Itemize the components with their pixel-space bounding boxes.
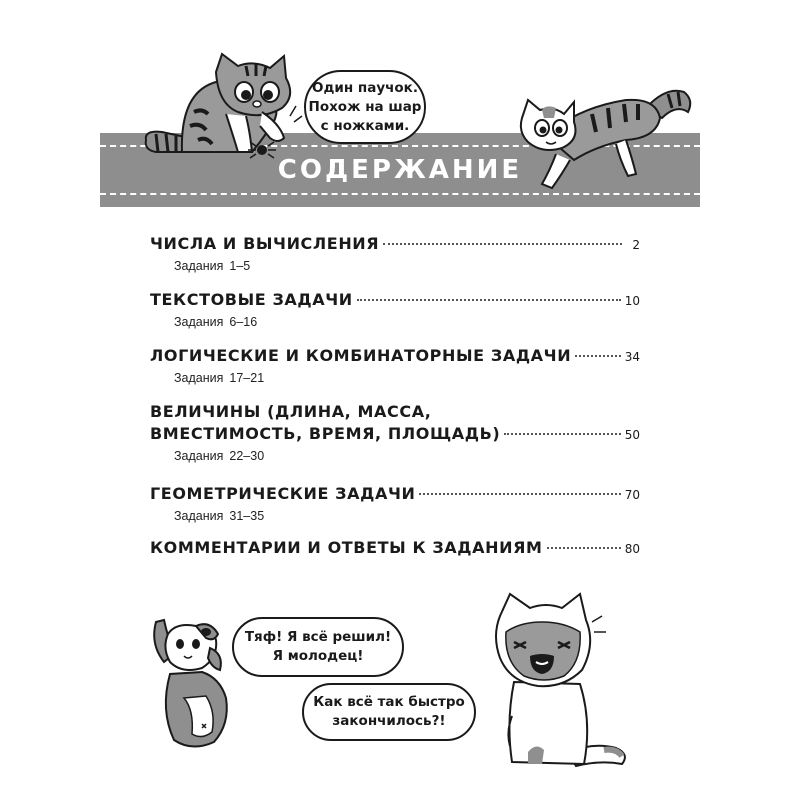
toc-entry-title: ГЕОМЕТРИЧЕСКИЕ ЗАДАЧИ (150, 484, 416, 503)
dot-leader (357, 299, 621, 301)
toc-entry-tasks (174, 509, 640, 523)
dot-leader (419, 493, 620, 495)
tasks-label: Задания (174, 259, 224, 273)
dot-leader (575, 355, 621, 357)
bubble-cat-line-2: закончилось?! (332, 713, 446, 729)
toc-entry-tasks (174, 315, 640, 329)
tabby-cat-illustration (142, 52, 312, 164)
siamese-cat-illustration (484, 592, 634, 770)
toc-page-number: 50 (624, 428, 640, 442)
bubble-dog-line-1: Тяф! Я всё решил! (244, 629, 392, 645)
toc-entry[interactable] (150, 400, 640, 463)
tasks-range: 17–21 (229, 371, 265, 385)
bubble-dog-line-2: Я молодец! (272, 648, 364, 664)
dot-leader (547, 547, 621, 549)
bubble-top-line-2: Похож на шар (308, 98, 422, 115)
toc-page-number: 70 (624, 488, 640, 502)
tasks-label: Задания (174, 315, 224, 329)
toc-entry[interactable] (150, 290, 640, 329)
dot-leader (504, 433, 620, 435)
toc-entry-title-line-1: ВЕЛИЧИНЫ (ДЛИНА, МАССА, (150, 402, 432, 421)
toc-entry-tasks (174, 259, 640, 273)
tasks-label: Задания (174, 449, 224, 463)
toc-entry-tasks (174, 371, 640, 385)
tasks-range: 22–30 (229, 449, 265, 463)
toc-entry-title: ТЕКСТОВЫЕ ЗАДАЧИ (150, 290, 353, 309)
toc-page-number: 10 (624, 294, 640, 308)
bubble-top-line-1: Один паучок. (312, 79, 418, 96)
toc-page-number: 80 (624, 542, 640, 556)
toc-entry-title-line-2: ВМЕСТИМОСТЬ, ВРЕМЯ, ПЛОЩАДЬ) (150, 424, 501, 443)
leaping-cat-illustration (516, 78, 696, 194)
bubble-cat-line-1: Как всё так быстро (313, 694, 465, 710)
toc-entry[interactable] (150, 484, 640, 523)
toc-entry-title: КОММЕНТАРИИ И ОТВЕТЫ К ЗАДАНИЯМ (150, 538, 543, 557)
toc-entry[interactable] (150, 346, 640, 385)
tasks-range: 6–16 (229, 315, 258, 329)
toc-page-number: 2 (632, 238, 640, 252)
toc-entry[interactable] (150, 538, 640, 557)
tasks-range: 1–5 (229, 259, 251, 273)
toc-entry[interactable] (150, 234, 640, 273)
toc-entry-title: ЛОГИЧЕСКИЕ И КОМБИНАТОРНЫЕ ЗАДАЧИ (150, 346, 572, 365)
bubble-top-line-3: с ножками. (320, 117, 410, 134)
speech-bubble-cat (302, 683, 476, 741)
tasks-label: Задания (174, 509, 224, 523)
toc-entry-title: ЧИСЛА И ВЫЧИСЛЕНИЯ (150, 234, 380, 253)
page-title: СОДЕРЖАНИЕ (277, 155, 523, 185)
toc-page-number: 34 (624, 350, 640, 364)
tasks-label: Задания (174, 371, 224, 385)
speech-bubble-dog (232, 617, 404, 677)
speech-bubble-top (304, 70, 426, 144)
dog-illustration (140, 614, 244, 754)
toc-entry-tasks (174, 449, 640, 463)
tasks-range: 31–35 (229, 509, 265, 523)
dot-leader (383, 243, 622, 245)
